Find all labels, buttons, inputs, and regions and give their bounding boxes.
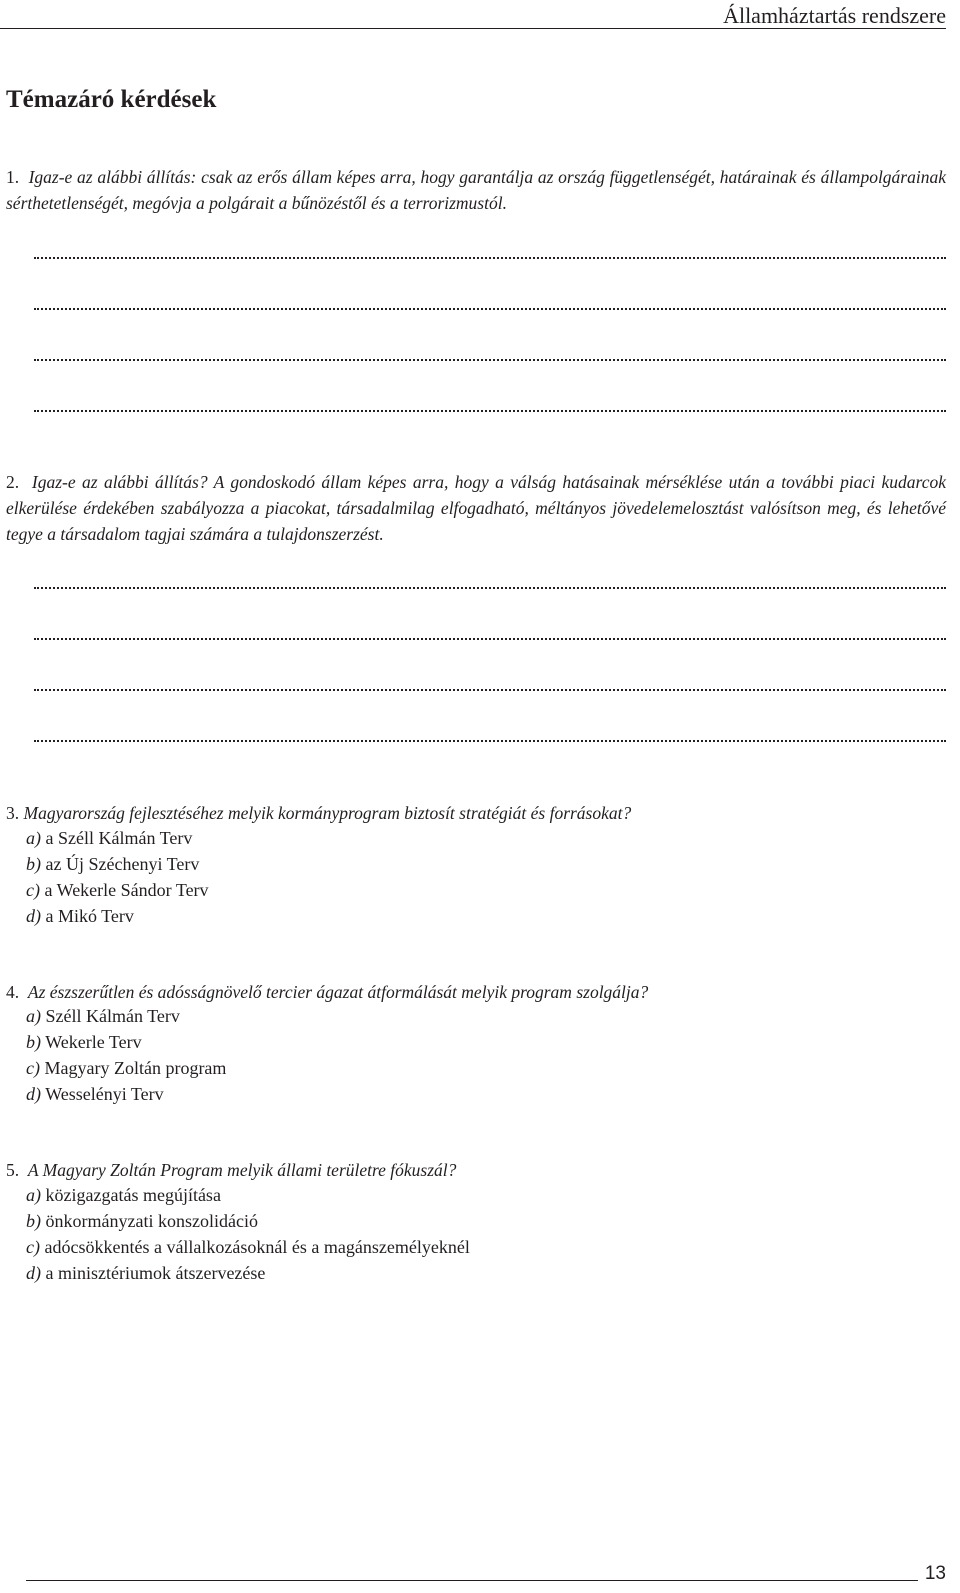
option-b: b) Wekerle Terv <box>26 1032 142 1052</box>
answer-line <box>34 257 946 259</box>
option-a: a) Széll Kálmán Terv <box>26 1006 180 1026</box>
section-title: Témazáró kérdések <box>6 86 217 113</box>
answer-line <box>34 308 946 310</box>
option-c: c) Magyary Zoltán program <box>26 1058 227 1078</box>
question-text: Az észszerűtlen és adósságnövelő tercier ágazat átformálását melyik program szolgálja? <box>27 982 649 1002</box>
question-5 <box>6 1157 946 1183</box>
question-number: 3. <box>6 803 20 823</box>
option-c: c) a Wekerle Sándor Terv <box>26 880 209 900</box>
answer-line <box>34 740 946 742</box>
running-header-title: Államháztartás rendszere <box>723 3 946 28</box>
option-d: d) a minisztériumok átszervezése <box>26 1263 266 1283</box>
answer-line <box>34 689 946 691</box>
answer-line <box>34 638 946 640</box>
option-b: b) az Új Széchenyi Terv <box>26 854 200 874</box>
answer-line <box>34 410 946 412</box>
question-number: 4. <box>6 982 20 1002</box>
question-number: 1. <box>6 167 20 187</box>
option-d: d) a Mikó Terv <box>26 906 134 926</box>
option-c: c) adócsökkentés a vállalkozásoknál és a magánszemélyeknél <box>26 1237 470 1257</box>
option-b: b) önkormányzati konszolidáció <box>26 1211 258 1231</box>
answer-options <box>26 1003 226 1107</box>
question-3 <box>6 800 946 826</box>
page-number: 13 <box>924 1563 946 1584</box>
question-1 <box>6 164 946 216</box>
question-2 <box>6 469 946 547</box>
answer-options <box>26 1182 470 1286</box>
question-text: A Magyary Zoltán Program melyik állami területre fókuszál? <box>27 1160 457 1180</box>
option-a: a) a Széll Kálmán Terv <box>26 828 193 848</box>
question-4 <box>6 979 946 1005</box>
answer-line <box>34 359 946 361</box>
footer-rule <box>26 1580 918 1581</box>
answer-options <box>26 825 209 929</box>
option-a: a) közigazgatás megújítása <box>26 1185 221 1205</box>
question-text: Igaz-e az alábbi állítás? A gondoskodó állam képes arra, hogy a válság hatásainak mérséklése után a további piaci kudarcok elkerülése érdekében szabályozza a piacokat, társadalmilag elfogadható, méltányos jövedelemelosztást valósítson meg, és lehetővé tegye a társadalom tagjai számára a tulajdonszerzést. <box>6 472 946 544</box>
header-rule <box>0 28 946 29</box>
question-text: Magyarország fejlesztéséhez melyik kormányprogram biztosít stratégiát és forrásokat? <box>23 803 632 823</box>
question-text: Igaz-e az alábbi állítás: csak az erős állam képes arra, hogy garantálja az ország függetlenségét, határainak és állampolgárainak sérthetetlenségét, megóvja a polgárait a bűnözéstől és a terrorizmustól. <box>6 167 946 213</box>
question-number: 2. <box>6 472 20 492</box>
question-number: 5. <box>6 1160 20 1180</box>
answer-line <box>34 587 946 589</box>
option-d: d) Wesselényi Terv <box>26 1084 164 1104</box>
